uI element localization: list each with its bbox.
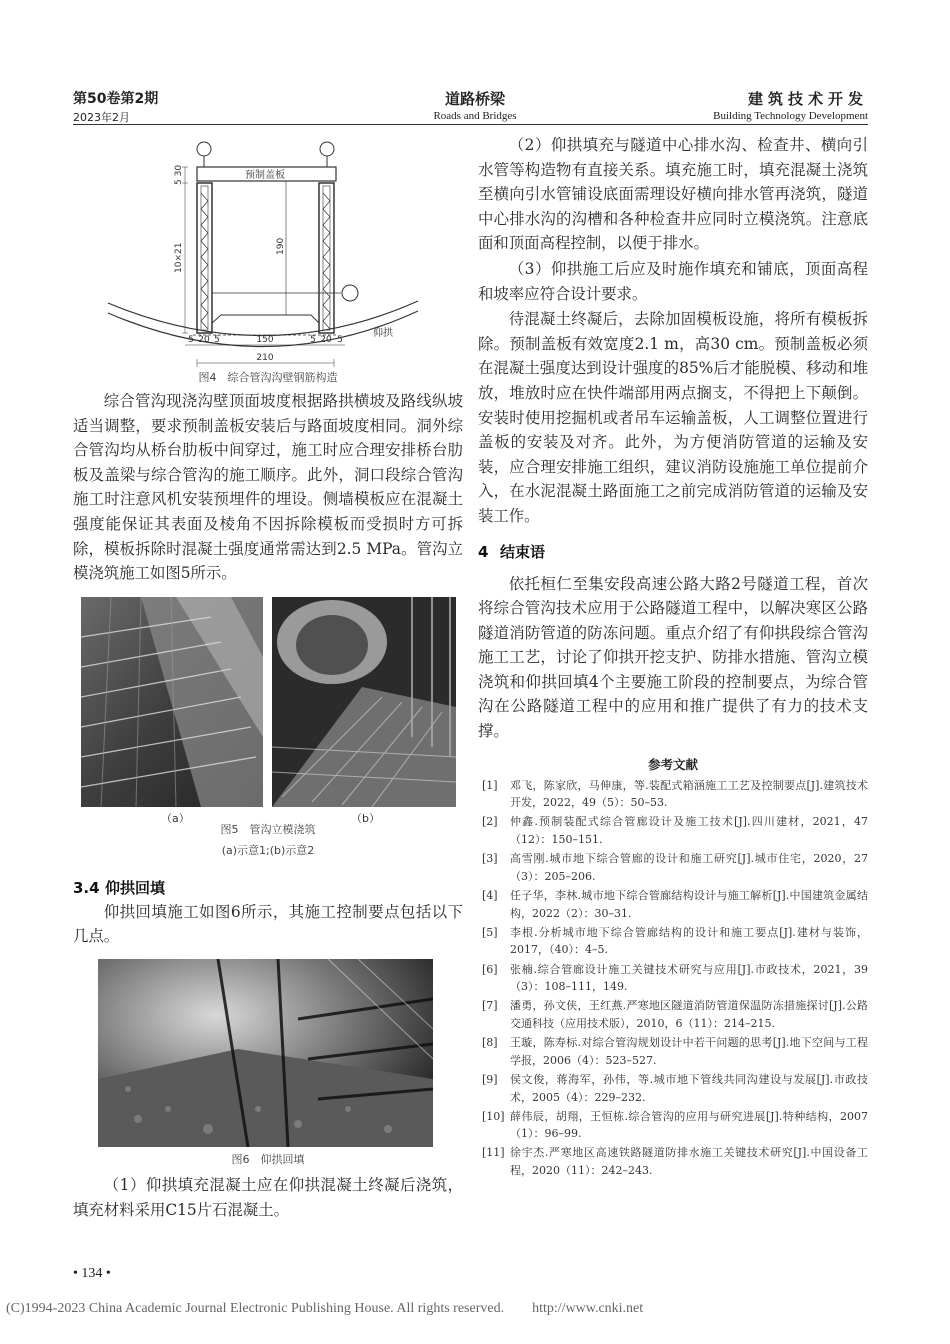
label-base-l1: 5 (188, 335, 194, 345)
label-base-l3: 5 (214, 335, 220, 345)
figure-4-diagram (73, 133, 463, 385)
label-base-l2: 20 (198, 335, 210, 345)
right-paragraph-4: 依托桓仁至集安段高速公路大路2号隧道工程，首次将综合管沟技术应用于公路隧道工程中，以解决寒区公路隧道消防管道的防冻问题。重点介绍了有仰拱段综合管沟施工工艺，讨论了仰拱开挖支护、防排水措施、管沟立模浇筑和仰拱回填4个主要施工阶段的控制要点，为综合管沟在公路隧道工程中的应用和推广提供了有力的技术支撑。 (478, 574, 868, 741)
anchor-circle-right (320, 142, 334, 156)
label-dim-top: 5 30 (174, 164, 184, 185)
right-column (478, 133, 868, 1181)
header-journal-en: Building Technology Development (713, 110, 868, 122)
reference-item: [1] 邓飞，陈家欣，马伸康，等.装配式箱涵施工工艺及控制要点[J].建筑技术开发，2022，49（5）：50–53. (482, 778, 868, 810)
reference-item: [6] 张楠.综合管廊设计施工关键技术研究与应用[J].市政技术，2021，39（3）：108–111，149. (482, 962, 868, 994)
label-dim-left: 10×21 (174, 242, 184, 273)
right-paragraph-3: 待混凝土终凝后，去除加固模板设施，将所有模板拆除。预制盖板有效宽度2.1 m，高30 cm。预制盖板必须在混凝土强度达到设计强度的85%后才能脱模、移动和堆放，堆放时应在快件端部用两点搁支，不得把上下颠倒。安装时使用挖掘机或者吊车运输盖板，人工调整位置进行盖板的安装及对齐。此外，为方便消防管道的运输及安装，应合理安排施工组织，建议消防设施施工单位提前介入，在水泥混凝土路面施工之前完成消防管道的运输及安装工作。 (478, 310, 868, 525)
header-journal-cn: 建筑技术开发 (747, 90, 868, 108)
label-base-r1: 5 (310, 335, 316, 345)
reference-item: [2] 仲鑫.预制装配式综合管廊设计及施工技术[J].四川建材，2021，47（12）：150–151. (482, 815, 868, 847)
header-issue: 第50卷第2期 (73, 91, 159, 107)
label-base-r2: 20 (320, 335, 332, 345)
right-paragraph-1: （2）仰拱填充与隧道中心排水沟、检查井、横向引水管等构造物有直接关系。填充施工时，填充混凝土浇筑至横向引水管铺设底面需理设好横向排水管再浇筑，隧道中心排水沟的沟槽和各种检查井应同时立模浇筑。注意底面和顶面高程控制，以便于排水。 (478, 136, 868, 253)
label-height: 190 (276, 237, 286, 255)
left-paragraph-1: 综合管沟现浇沟壁顶面坡度根据路拱横坡及路线纵坡适当调整，要求预制盖板安装后与路面坡度相同。洞外综合管沟均从桥台肋板中间穿过，施工时应合理安排桥台肋板及盖梁与综合管沟的施工顺序。此外，洞口段综合管沟施工时注意风机安装预埋件的埋设。侧墙模板应在混凝土强度能保证其表面及棱角不因拆除模板而受损时方可拆除，模板拆除时混凝土强度通常需达到2.5 MPa。管沟立模浇筑施工如图5所示。 (73, 392, 463, 583)
reference-item: [9] 侯文俊，蒋海军，孙伟，等.城市地下管线共同沟建设与发展[J].市政技术，2005（4）：229–232. (482, 1072, 868, 1104)
section-3-4-title: 仰拱回填 (105, 878, 166, 897)
reference-item: [8] 王璇，陈寿标.对综合管沟规划设计中若干问题的思考[J].地下空间与工程学报，2006（4）：523–527. (482, 1036, 868, 1067)
label-width-inner: 150 (256, 335, 274, 345)
reference-item: [3] 高雪刚.城市地下综合管廊的设计和施工研究[J].城市住宅，2020，27（3）：205–206. (482, 852, 868, 883)
left-paragraph-2: 仰拱回填施工如图6所示，其施工控制要点包括以下几点。 (73, 902, 463, 946)
label-base-r3: 5 (337, 335, 343, 345)
figure-6-caption: 图6 仰拱回填 (231, 1152, 305, 1166)
figure-5a-label: （a） (161, 811, 190, 825)
figure-5 (73, 597, 463, 823)
section-4-heading (478, 541, 868, 562)
label-total-width: 210 (256, 353, 274, 363)
reference-item: [7] 潘勇，孙文侠，王红燕.严寒地区隧道消防管道保温防冻措施探讨[J].公路交通科技（应用技术版），2010，6（11）：214–215. (482, 999, 868, 1030)
figure-5-subcaption: (a)示意1;(b)示意2 (221, 843, 315, 857)
references-list (478, 777, 868, 1180)
figure-5b-label: （b） (351, 811, 380, 825)
header-issue-block (73, 88, 158, 125)
right-paragraph-2: （3）仰拱施工后应及时施作填充和铺底，顶面高程和坡率应符合设计要求。 (478, 259, 868, 303)
left-paragraph-3: （1）仰拱填充混凝土应在仰拱混凝土终凝后浇筑，填充材料采用C15片石混凝土。 (73, 1175, 463, 1219)
figure-6-photo (98, 959, 433, 1147)
references-title: 参考文献 (647, 756, 698, 772)
reference-item: [4] 任子华，李林.城市地下综合管廊结构设计与施工解析[J].中国建筑金属结构，2022（2）：30–31. (482, 889, 868, 920)
left-column (73, 133, 463, 1222)
label-cover: 预制盖板 (245, 170, 285, 181)
header-section-cn: 道路桥梁 (444, 90, 505, 108)
rebar-section-diagram (73, 133, 463, 385)
header-date: 2023年2月 (73, 111, 130, 124)
figure-5-caption: 图5 管沟立模浇筑 (220, 822, 316, 836)
label-invert: 仰拱 (373, 328, 393, 339)
header-section-block (380, 88, 570, 122)
header-rule (73, 124, 868, 125)
section-3-4-number: 3.4 (73, 878, 100, 897)
figure-4-caption: 图4 综合管沟沟壁钢筋构造 (198, 371, 338, 384)
figure-5a-photo (81, 597, 263, 807)
section-3-4-heading (73, 877, 463, 898)
reference-item: [5] 李根.分析城市地下综合管廊结构的设计和施工要点[J].建材与装饰，2017，（40）：4–5. (482, 925, 868, 957)
reference-item: [10] 薛伟辰，胡翔，王恒栋.综合管沟的应用与研究进展[J].特种结构，2007（1）：96–99. (482, 1109, 868, 1141)
drain-circle (342, 285, 358, 301)
reference-item: [11] 徐宇杰.严寒地区高速铁路隧道防排水施工关键技术研究[J].中国设备工程，2020（11）：242–243. (482, 1146, 868, 1178)
header-section-en: Roads and Bridges (433, 110, 517, 122)
section-4-number: 4 (478, 542, 489, 561)
section-4-title: 结束语 (500, 542, 546, 561)
header-journal-block (713, 88, 868, 122)
anchor-circle-left (197, 142, 211, 156)
copyright-footer: (C)1994-2023 China Academic Journal Electronic Publishing House. All rights reserved. http://www.cnki.net (6, 1301, 644, 1316)
figure-5b-photo (272, 597, 456, 807)
page-number: • 134 • (73, 1266, 111, 1281)
